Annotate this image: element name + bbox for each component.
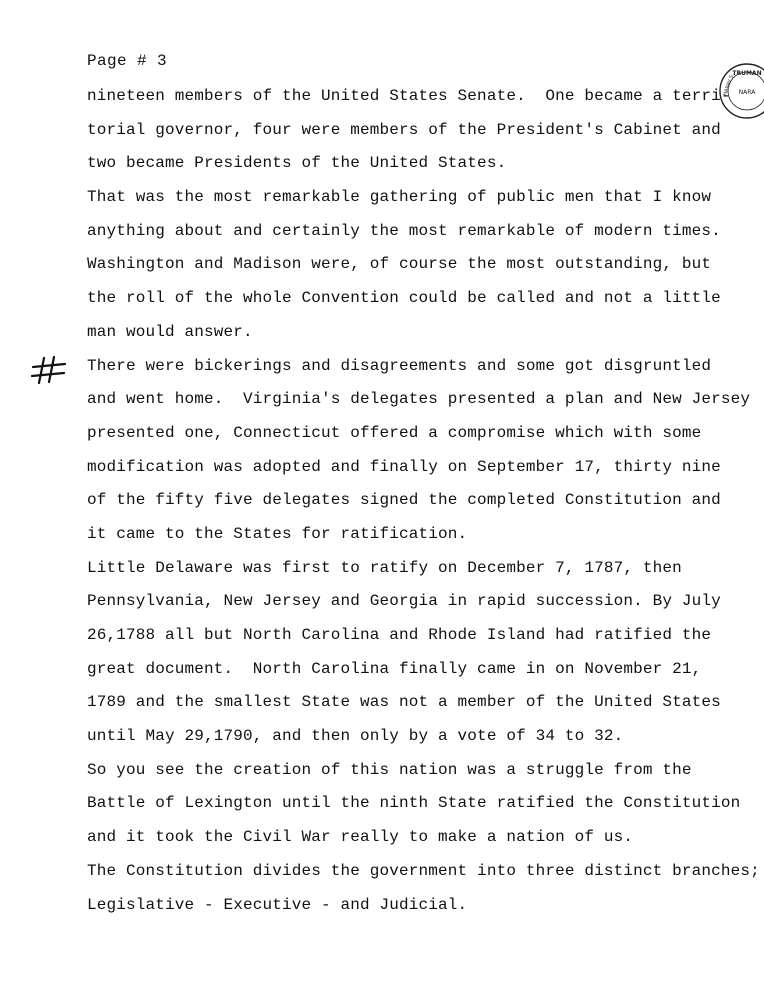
svg-text:HARRY S.: HARRY S. xyxy=(722,72,736,97)
text-line: Battle of Lexington until the ninth State ratified the Constitution xyxy=(87,794,741,813)
text-line: Legislative - Executive - and Judicial. xyxy=(87,895,468,914)
text-line: 26,1788 all but North Carolina and Rhode Island had ratified the xyxy=(87,626,712,644)
text-line: of the fifty five delegates signed the completed Constitution and xyxy=(87,491,721,510)
svg-text:TRUMAN: TRUMAN xyxy=(732,70,762,77)
text-line: great document. North Carolina finally came in on November 21, xyxy=(87,659,702,678)
text-line: anything about and certainly the most remarkable of modern times. xyxy=(87,221,721,240)
text-line: the roll of the whole Convention could be called and not a little xyxy=(87,289,721,308)
svg-text:NARA: NARA xyxy=(738,89,756,96)
text-line: and it took the Civil War really to make a nation of us. xyxy=(87,828,634,847)
text-line: two became Presidents of the United States. xyxy=(87,154,507,173)
text-line: torial governor, four were members of the President's Cabinet and xyxy=(87,120,721,139)
text-line: That was the most remarkable gathering of public men that I know xyxy=(87,188,712,207)
page-header: Page # 3 xyxy=(87,52,168,70)
text-line: until May 29,1790, and then only by a vote of 34 to 32. xyxy=(87,727,624,746)
text-line: nineteen members of the United States Senate. One became a terri- xyxy=(87,87,731,105)
text-line: modification was adopted and finally on September 17, thirty nine xyxy=(87,457,721,476)
text-line: 1789 and the smallest State was not a member of the United States xyxy=(87,693,721,712)
text-line: presented one, Connecticut offered a compromise which with some xyxy=(87,423,702,442)
text-line: man would answer. xyxy=(87,322,253,341)
text-line: Washington and Madison were, of course the most outstanding, but xyxy=(87,255,712,274)
text-line: There were bickerings and disagreements and some got disgruntled xyxy=(87,356,712,375)
text-line: So you see the creation of this nation was a struggle from the xyxy=(87,760,692,779)
handwritten-paragraph-mark xyxy=(30,355,70,385)
text-line: Little Delaware was first to ratify on December 7, 1787, then xyxy=(87,558,682,577)
text-line: and went home. Virginia's delegates presented a plan and New Jersey xyxy=(87,390,751,409)
text-line: Pennsylvania, New Jersey and Georgia in rapid succession. By July xyxy=(87,592,721,611)
text-line: it came to the States for ratification. xyxy=(87,524,468,543)
text-line: The Constitution divides the government into three distinct branches; xyxy=(87,861,760,880)
body-text xyxy=(87,86,760,928)
